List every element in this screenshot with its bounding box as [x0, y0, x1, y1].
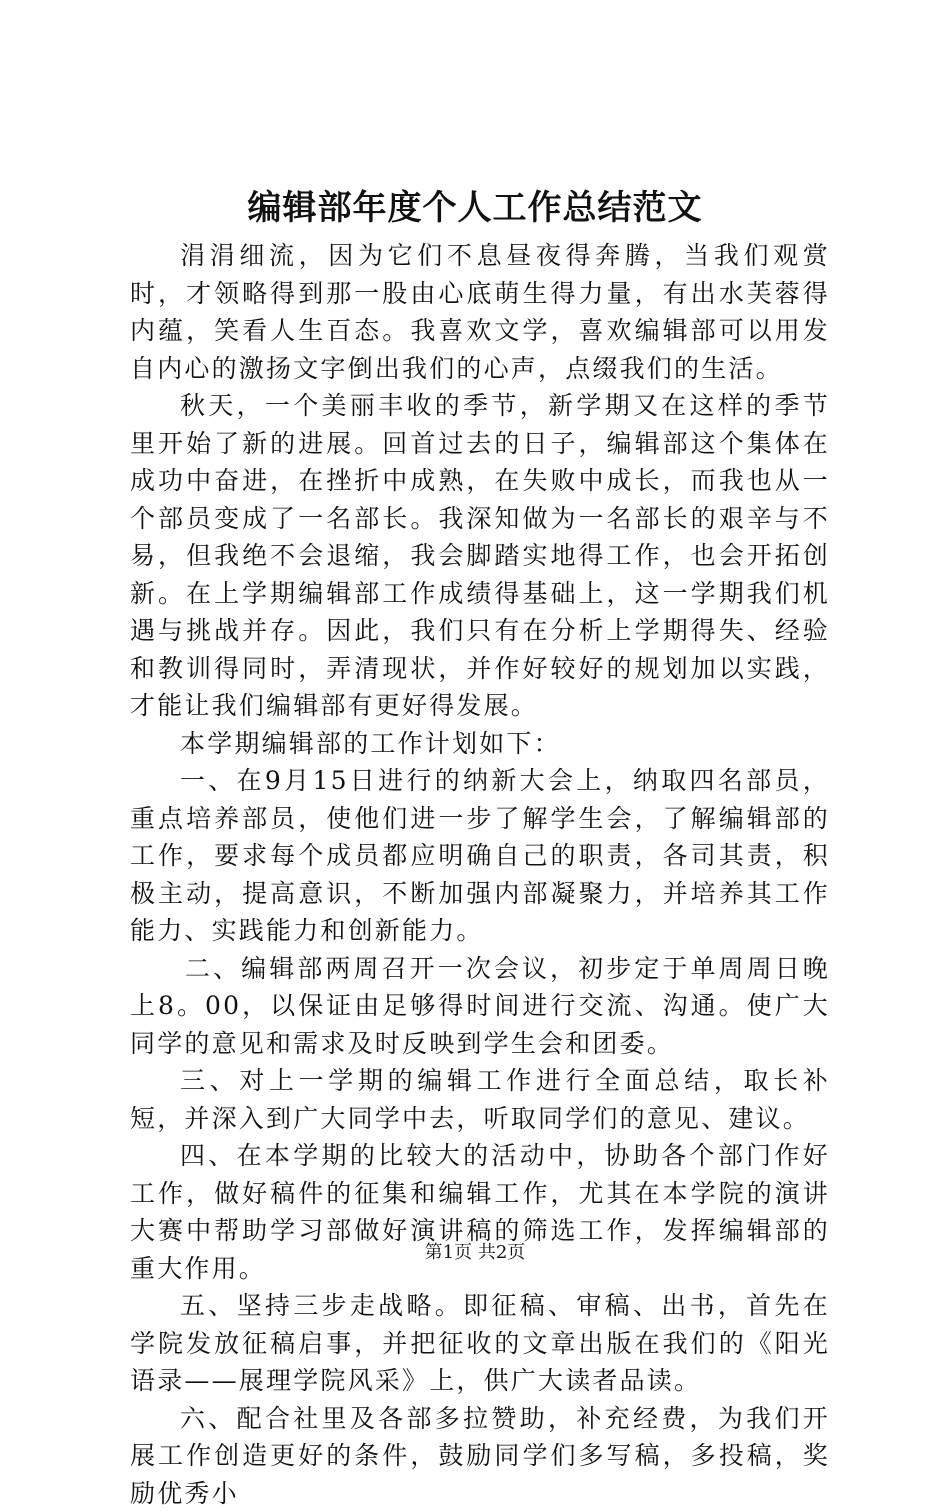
paragraph-item-4: 四、在本学期的比较大的活动中，协助各个部门作好工作，做好稿件的征集和编辑工作，尤其在本学院的演讲大赛中帮助学习部做好演讲稿的筛选工作，发挥编辑部的重大作用。 [130, 1137, 830, 1287]
paragraph-intro: 涓涓细流，因为它们不息昼夜得奔腾，当我们观赏时，才领略得到那一股由心底萌生得力量，有出水芙蓉得内蕴，笑看人生百态。我喜欢文学，喜欢编辑部可以用发自内心的激扬文字倒出我们的心声，点缀我们的生活。 [130, 237, 830, 387]
paragraph-item-6: 六、配合社里及各部多拉赞助，补充经费，为我们开展工作创造更好的条件，鼓励同学们多写稿，多投稿，奖励优秀小 [130, 1400, 830, 1512]
paragraph-item-2: 二、编辑部两周召开一次会议，初步定于单周周日晚上8。00，以保证由足够得时间进行交流、沟通。使广大同学的意见和需求及时反映到学生会和团委。 [130, 950, 830, 1063]
paragraph-item-1: 一、在9月15日进行的纳新大会上，纳取四名部员，重点培养部员，使他们进一步了解学生会，了解编辑部的工作，要求每个成员都应明确自己的职责，各司其责，积极主动，提高意识，不断加强内部凝聚力，并培养其工作能力、实践能力和创新能力。 [130, 762, 830, 950]
paragraph-item-3: 三、对上一学期的编辑工作进行全面总结，取长补短，并深入到广大同学中去，听取同学们的意见、建议。 [130, 1062, 830, 1137]
paragraph-autumn: 秋天，一个美丽丰收的季节，新学期又在这样的季节里开始了新的进展。回首过去的日子，编辑部这个集体在成功中奋进，在挫折中成熟，在失败中成长，而我也从一个部员变成了一名部长。我深知做为一名部长的艰辛与不易，但我绝不会退缩，我会脚踏实地得工作，也会开拓创新。在上学期编辑部工作成绩得基础上，这一学期我们机遇与挑战并存。因此，我们只有在分析上学期得失、经验和教训得同时，弄清现状，并作好较好的规划加以实践，才能让我们编辑部有更好得发展。 [130, 387, 830, 725]
document-body [130, 237, 830, 1512]
paragraph-plan-heading: 本学期编辑部的工作计划如下： [130, 725, 830, 763]
document-title: 编辑部年度个人工作总结范文 [0, 183, 950, 233]
page-number-footer: 第1页 共2页 [0, 1241, 950, 1265]
paragraph-item-5: 五、坚持三步走战略。即征稿、审稿、出书，首先在学院发放征稿启事，并把征收的文章出版在我们的《阳光语录——展理学院风采》上，供广大读者品读。 [130, 1287, 830, 1400]
